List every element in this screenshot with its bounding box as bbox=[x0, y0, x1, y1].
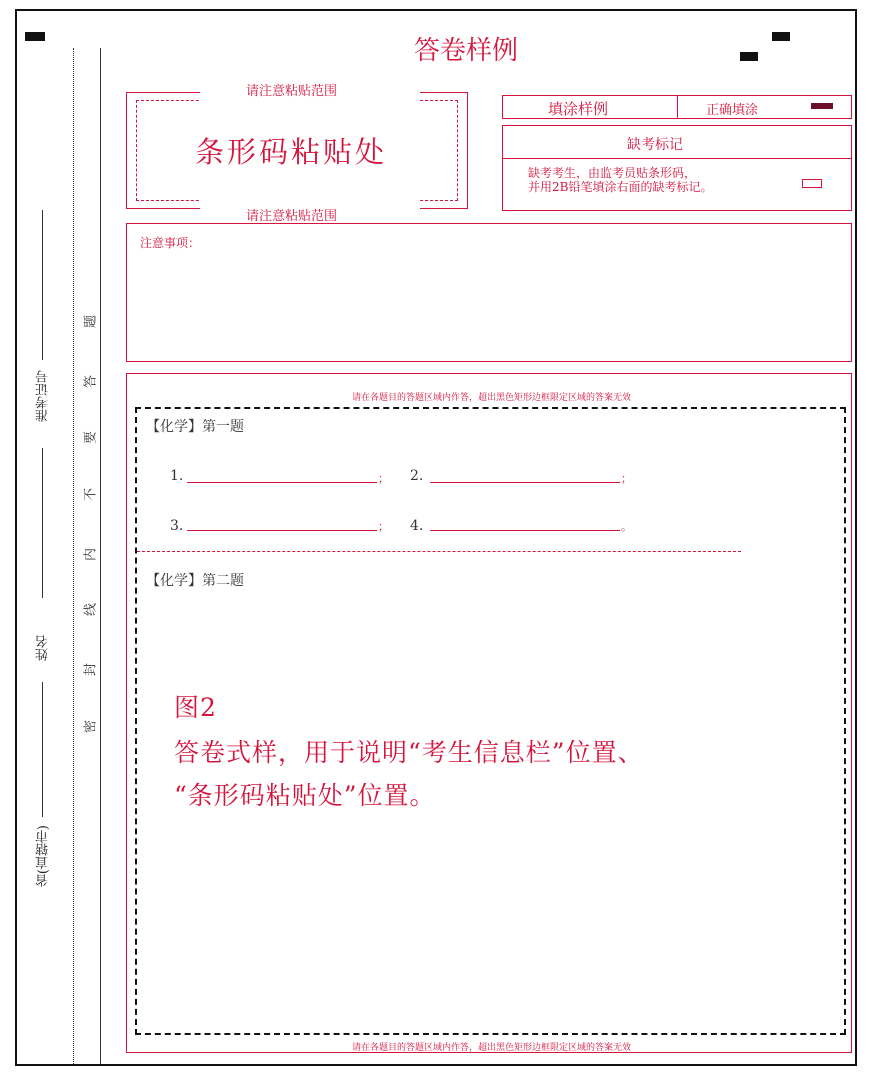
q1-item-number: 2. bbox=[410, 468, 424, 484]
position-mark-top-right-2 bbox=[740, 52, 758, 61]
seal-char: 封 bbox=[83, 663, 99, 677]
caption-line3: “条形码粘贴处”位置。 bbox=[174, 781, 436, 810]
fill-sample-divider bbox=[677, 95, 678, 119]
fill-sample-label: 填涂样例 bbox=[548, 100, 609, 118]
exam-id-label: 准考证号 bbox=[36, 370, 51, 422]
absent-desc-line2: 并用2B铅笔填涂右面的缺考标记。 bbox=[528, 180, 713, 194]
answer-blank[interactable] bbox=[187, 472, 377, 483]
caption-line2: 答卷式样，用于说明“考生信息栏”位置、 bbox=[174, 738, 644, 767]
answer-blank[interactable] bbox=[430, 520, 620, 531]
seal-char: 密 bbox=[83, 720, 99, 734]
answer-region-border bbox=[135, 407, 846, 1035]
filled-mark-icon bbox=[811, 103, 833, 109]
page-title: 答卷样例 bbox=[414, 36, 519, 66]
absent-mark-box[interactable] bbox=[802, 179, 822, 188]
answer-warning-bottom: 请在各题目的答题区域内作答，超出黑色矩形边框限定区域的答案无效 bbox=[352, 1043, 632, 1053]
seal-char: 题 bbox=[83, 315, 99, 329]
seal-line-dotted bbox=[73, 48, 74, 1064]
province-label: 省(直辖市) bbox=[36, 825, 51, 888]
q1-item-number: 3. bbox=[170, 518, 184, 534]
caption-line1: 图2 bbox=[174, 693, 217, 722]
absent-desc-line1: 缺考考生，由监考员贴条形码， bbox=[528, 166, 697, 180]
answer-warning-top: 请在各题目的答题区域内作答，超出黑色矩形边框限定区域的答案无效 bbox=[352, 393, 632, 403]
answer-blank[interactable] bbox=[430, 472, 620, 483]
seal-char: 内 bbox=[83, 548, 99, 562]
q1-punct: 。 bbox=[621, 520, 632, 533]
barcode-notice-top: 请注意粘贴范围 bbox=[246, 84, 338, 99]
barcode-notice-bottom: 请注意粘贴范围 bbox=[246, 209, 338, 224]
answer-blank[interactable] bbox=[187, 520, 377, 531]
q1-item-number: 1. bbox=[170, 468, 184, 484]
q1-punct: ； bbox=[378, 472, 389, 485]
seal-line-solid bbox=[100, 48, 101, 1064]
notes-box bbox=[126, 223, 852, 362]
position-mark-top-left bbox=[25, 32, 45, 41]
q1-item-number: 4. bbox=[410, 518, 424, 534]
seal-char: 答 bbox=[83, 375, 99, 389]
absent-title: 缺考标记 bbox=[627, 137, 683, 153]
q1-punct: ； bbox=[378, 520, 389, 533]
seal-char: 要 bbox=[83, 431, 99, 445]
notes-label: 注意事项： bbox=[140, 236, 201, 250]
seal-char: 不 bbox=[83, 488, 99, 502]
q1-punct: ； bbox=[621, 472, 632, 485]
exam-id-line-top bbox=[42, 210, 43, 360]
barcode-label: 条形码粘贴处 bbox=[195, 135, 388, 169]
question-separator bbox=[137, 551, 741, 552]
correct-fill-label: 正确填涂 bbox=[706, 103, 759, 118]
name-line bbox=[42, 682, 43, 817]
q1-title: 【化学】第一题 bbox=[146, 419, 244, 435]
exam-id-line-bottom bbox=[42, 448, 43, 598]
absent-divider bbox=[502, 158, 852, 159]
position-mark-top-right-1 bbox=[772, 32, 790, 41]
seal-char: 线 bbox=[83, 603, 99, 617]
name-label: 姓名 bbox=[36, 635, 51, 661]
q2-title: 【化学】第二题 bbox=[146, 573, 244, 589]
